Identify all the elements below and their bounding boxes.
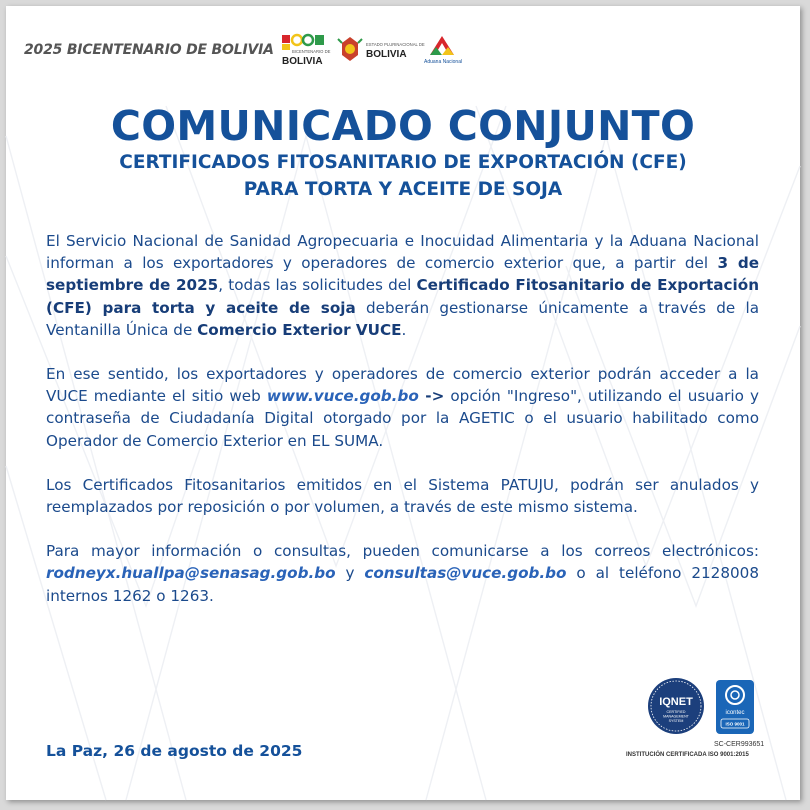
p1-text3: deberán gestionarse únicamente a través de la Ventanilla Única de	[46, 298, 760, 339]
certification-badges	[624, 674, 774, 764]
icontec-label: icontec	[725, 710, 745, 716]
iqnet-sub1: CERTIFIED	[666, 710, 686, 714]
issue-date: La Paz, 26 de agosto de 2025	[46, 742, 303, 760]
logo1-line2: BOLIVIA	[281, 56, 323, 67]
p4-text1: Para mayor información o consultas, pueden comunicarse a los correos electrónicos:	[46, 542, 759, 561]
bicentenario-text: 2025 BICENTENARIO DE BOLIVIA	[24, 42, 274, 58]
icontec-badge-icon	[716, 680, 754, 734]
bicentenario-logo-icon	[280, 33, 331, 67]
email-link-vuce[interactable]: consultas@vuce.gob.bo	[364, 564, 567, 583]
communique-body	[46, 230, 759, 629]
p2-arrow: ->	[418, 387, 445, 406]
paragraph-3	[46, 474, 759, 518]
p4-text3: o al teléfono 2128008 internos 1262 o 1263.	[46, 564, 759, 605]
aduana-logo	[422, 33, 462, 67]
page-title: COMUNICADO CONJUNTO	[110, 102, 696, 150]
bicentenario-logo	[280, 33, 331, 67]
logo2-line1: ESTADO PLURINACIONAL DE	[365, 42, 425, 47]
vuce-website-link[interactable]: www.vuce.gob.bo	[266, 387, 419, 406]
p1-cfe-bold: Certificado Fitosanitario de Exportación (CFE) para torta y aceite de soja	[46, 276, 760, 317]
iqnet-sub2: MANAGEMENT	[663, 714, 689, 719]
subtitle-line1: CERTIFICADOS FITOSANITARIO DE EXPORTACIÓN (CFE)	[119, 152, 687, 173]
certificate-code: SC-CER993651	[714, 741, 765, 748]
logo3-line1: Aduana Nacional	[423, 59, 462, 65]
iqnet-badge-icon	[648, 678, 704, 734]
page-subtitle	[6, 149, 800, 203]
paragraph-2	[46, 363, 759, 452]
paragraph-1	[46, 230, 759, 341]
logo2-line2: BOLIVIA	[365, 49, 407, 60]
email-link-senasag[interactable]: rodneyx.huallpa@senasag.gob.bo	[46, 564, 336, 583]
p3-text1: Los Certificados Fitosanitarios emitidos en el Sistema PATUJU, podrán ser anulados y reemplazados por reposición o por volumen, a través de este mismo sistema.	[46, 475, 759, 517]
p1-text4: .	[401, 320, 407, 339]
estado-logo	[336, 33, 425, 67]
p1-vuce-bold: Comercio Exterior VUCE	[197, 320, 402, 339]
paragraph-4	[46, 540, 759, 607]
p1-date-bold: 3 de septiembre de 2025	[46, 254, 760, 295]
subtitle-line2: PARA TORTA Y ACEITE DE SOJA	[243, 179, 563, 200]
logo1-line1: BICENTENARIO DE	[291, 49, 331, 54]
iso-label: ISO 9001	[725, 721, 745, 727]
aduana-logo-icon	[422, 33, 462, 67]
p1-text2: , todas las solicitudes del	[218, 276, 417, 295]
communique-page	[6, 6, 800, 800]
iqnet-label: IQNET	[659, 696, 693, 708]
p1-text1: El Servicio Nacional de Sanidad Agropecuaria e Inocuidad Alimentaria y la Aduana Nacional informan a los exportadores y operadores de comercio exterior que, a partir del	[46, 232, 759, 273]
p2-text1: En ese sentido, los exportadores y operadores de comercio exterior podrán acceder a la VUCE mediante el sitio web	[46, 365, 759, 406]
iqnet-sub3: SYSTEM	[668, 719, 684, 723]
certified-institution-text: INSTITUCIÓN CERTIFICADA ISO 9001:2015	[626, 752, 749, 758]
header-bar	[24, 30, 472, 70]
p2-text2: opción "Ingreso", utilizando el usuario y contraseña de Ciudadanía Digital otorgado por la AGETIC o el usuario habilitado como Operador de Comercio Exterior en EL SUMA.	[46, 387, 759, 450]
p4-text2: y	[335, 564, 365, 583]
coat-of-arms-icon	[336, 33, 425, 67]
